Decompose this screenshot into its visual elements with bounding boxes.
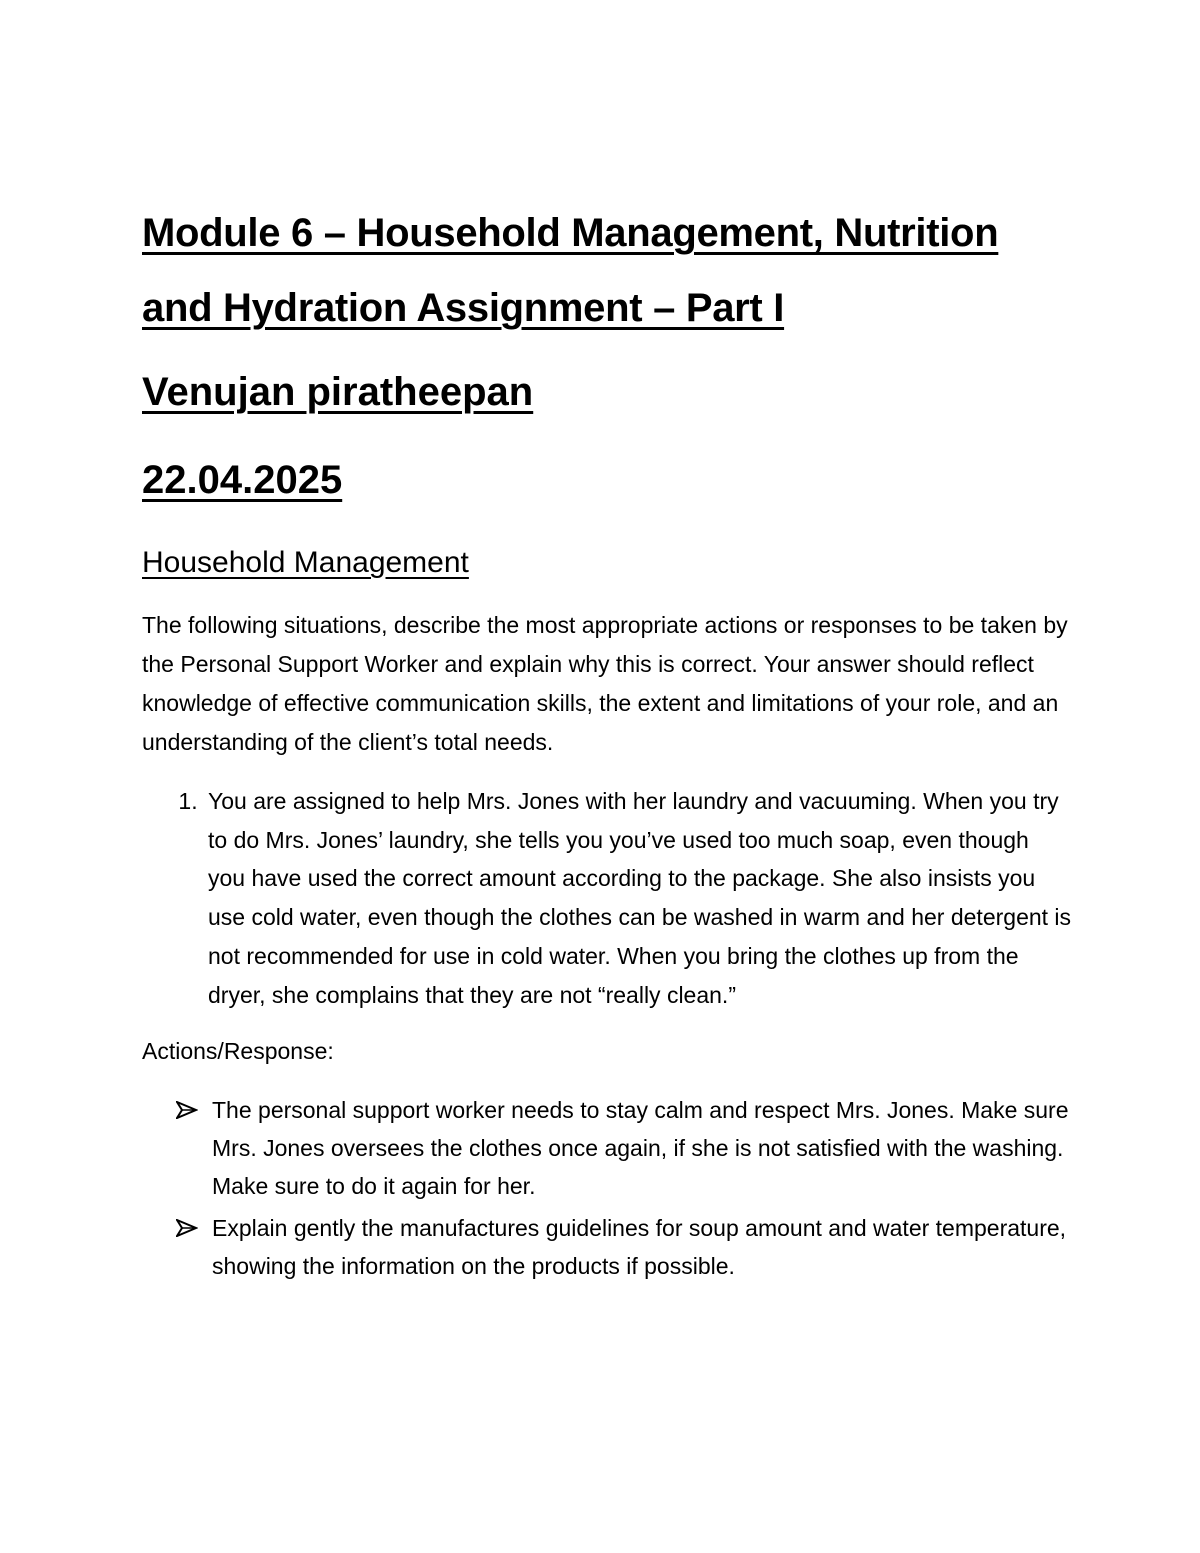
- document-title: Module 6 – Household Management, Nutrition and Hydration Assignment – Part I: [142, 211, 999, 330]
- document-date: 22.04.2025: [142, 458, 343, 502]
- section-heading: Household Management: [142, 546, 469, 579]
- intro-paragraph: The following situations, describe the most appropriate actions or responses to be taken by the Personal Support Worker and explain why this is correct. Your answer should reflect knowledge of effective communication skills, the extent and limitations of your role, and an understanding of the client’s total needs.: [142, 612, 1068, 755]
- response-text: The personal support worker needs to stay calm and respect Mrs. Jones. Make sure Mrs. Jones oversees the clothes once again, if she is not satisfied with the washing. Make sure to do it again for her.: [212, 1097, 1069, 1200]
- author-name: Venujan piratheepan: [142, 370, 534, 414]
- response-item: [212, 1091, 1072, 1205]
- document-content: [142, 196, 1072, 1289]
- question-item: 1. You are assigned to help Mrs. Jones with her laundry and vacuuming. When you try to do Mrs. Jones’ laundry, she tells you you’ve used too much soap, even though you have used the correct amount according to the package. She also insists you use cold water, even though the clothes can be washed in warm and her detergent is not recommended for use in cold water. When you bring the clothes up from the dryer, she complains that they are not “really clean.”: [204, 782, 1072, 1014]
- responses-list: [142, 1091, 1072, 1285]
- arrow-bullet-icon: [176, 1219, 198, 1237]
- response-item: [212, 1209, 1072, 1285]
- response-label: Actions/Response:: [142, 1038, 334, 1065]
- response-text: Explain gently the manufactures guidelines for soup amount and water temperature, showing the information on the products if possible.: [212, 1215, 1067, 1280]
- arrow-bullet-icon: [176, 1101, 198, 1119]
- questions-list: [142, 782, 1072, 1014]
